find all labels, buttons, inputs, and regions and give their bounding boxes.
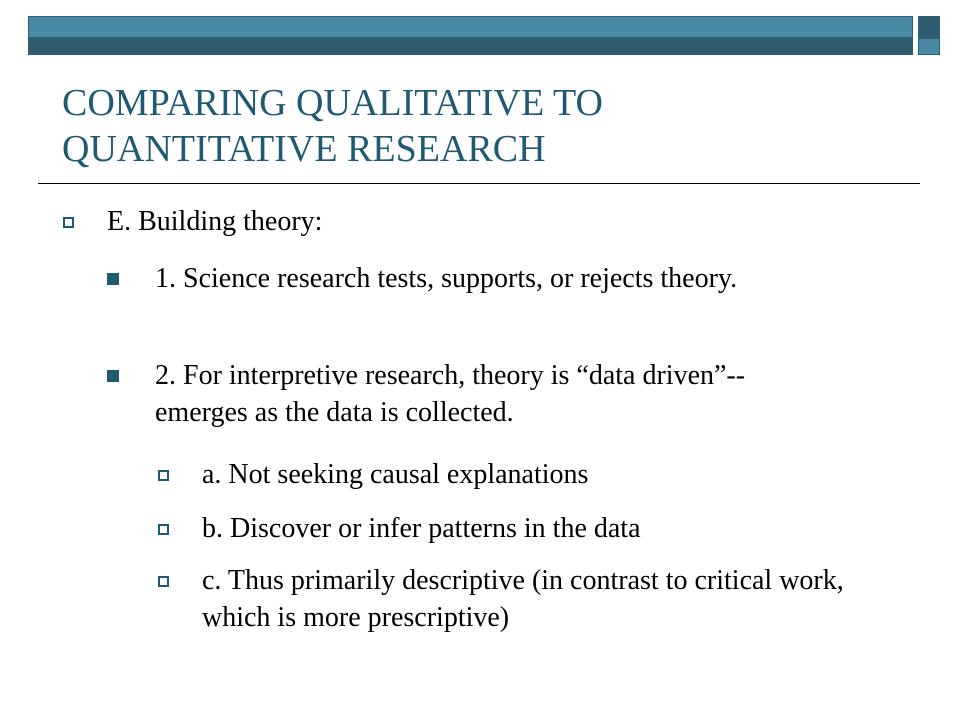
hollow-square-icon [158, 576, 169, 587]
list-item [155, 260, 835, 297]
list-item-text: 2. For interpretive research, theory is “data driven”--emerges as the data is collected. [155, 360, 746, 428]
list-item [107, 203, 907, 240]
list-item-text: c. Thus primarily descriptive (in contrast to critical work, which is more prescriptive) [202, 565, 844, 633]
list-item-text: a. Not seeking causal explanations [202, 459, 589, 490]
list-item [202, 456, 862, 493]
list-item [202, 562, 862, 636]
list-item-text: 1. Science research tests, supports, or rejects theory. [155, 263, 738, 294]
hollow-square-icon [158, 470, 169, 481]
hollow-square-icon [63, 217, 74, 228]
hollow-square-icon [158, 524, 169, 535]
list-item-text: b. Discover or infer patterns in the data [202, 513, 641, 544]
slide-title: COMPARING QUALITATIVE TO QUANTITATIVE RESEARCH [62, 82, 603, 170]
list-item [155, 357, 835, 431]
solid-square-icon [107, 370, 119, 382]
list-item [202, 510, 862, 547]
solid-square-icon [107, 273, 119, 285]
list-item-text: E. Building theory: [107, 206, 323, 237]
